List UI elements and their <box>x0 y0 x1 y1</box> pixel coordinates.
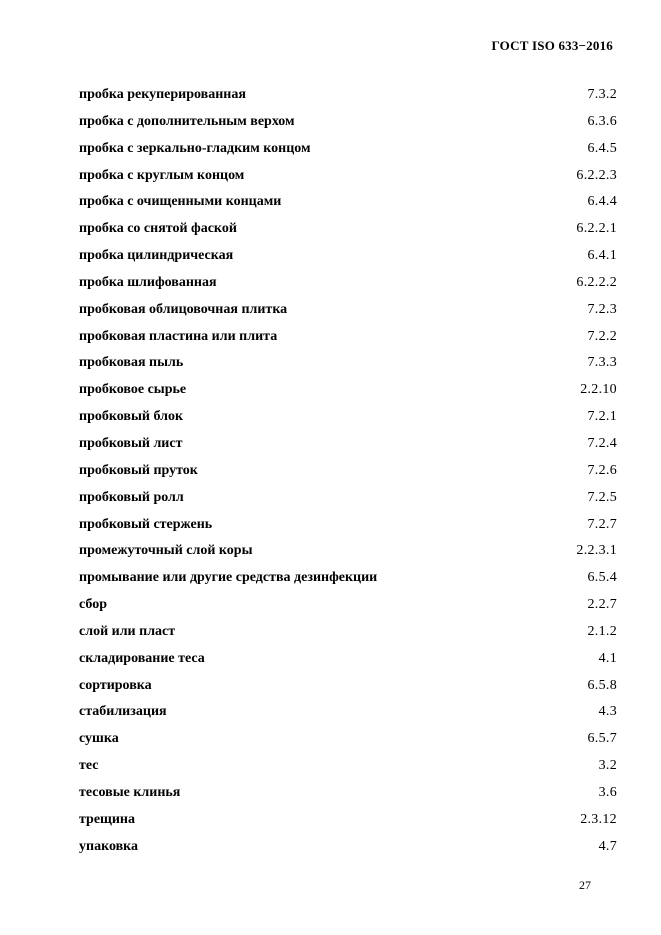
index-entry <box>79 726 617 753</box>
index-entry <box>79 592 617 619</box>
index-section-ref: 6.2.2.2 <box>576 274 617 290</box>
index-term: пробка со снятой фаской <box>79 221 237 237</box>
index-term: пробковая пластина или плита <box>79 328 278 344</box>
index-term: пробковый ролл <box>79 489 184 505</box>
index-section-ref: 2.2.3.1 <box>576 543 617 559</box>
index-term: упаковка <box>79 838 139 854</box>
index-term: пробковая пыль <box>79 355 184 371</box>
index-section-ref: 6.5.8 <box>587 677 617 693</box>
index-entry <box>79 753 617 780</box>
index-term: пробка с дополнительным верхом <box>79 113 295 129</box>
index-term: тесовые клинья <box>79 784 181 800</box>
index-entry <box>79 82 617 109</box>
index-entry <box>79 619 617 646</box>
index-term: пробковое сырье <box>79 382 187 398</box>
page-number: 27 <box>579 878 591 892</box>
index-entry <box>79 216 617 243</box>
index-term: сушка <box>79 731 119 747</box>
index-term: пробка с зеркально-гладким концом <box>79 140 311 156</box>
index-section-ref: 7.2.4 <box>587 435 617 451</box>
index-term: промывание или другие средства дезинфекции <box>79 570 378 586</box>
index-section-ref: 7.2.7 <box>587 516 617 532</box>
index-term: трещина <box>79 811 135 827</box>
index-section-ref: 2.3.12 <box>580 811 617 827</box>
index-entry <box>79 512 617 539</box>
index-section-ref: 6.2.2.1 <box>576 221 617 237</box>
index-section-ref: 4.7 <box>598 838 617 854</box>
index-term: пробковый блок <box>79 409 184 425</box>
index-section-ref: 7.2.2 <box>587 328 617 344</box>
index-term: пробка шлифованная <box>79 274 217 290</box>
index-section-ref: 7.2.5 <box>587 489 617 505</box>
index-term: пробковая облицовочная плитка <box>79 301 288 317</box>
document-header: ГОСТ ISO 633−2016 <box>491 38 613 53</box>
index-entry <box>79 189 617 216</box>
index-entry <box>79 646 617 673</box>
index-section-ref: 6.5.7 <box>587 731 617 747</box>
term-index-list <box>79 82 617 860</box>
index-term: стабилизация <box>79 704 167 720</box>
index-entry <box>79 673 617 700</box>
index-entry <box>79 431 617 458</box>
index-section-ref: 6.3.6 <box>587 113 617 129</box>
index-term: пробка рекуперированная <box>79 87 246 102</box>
index-term: пробка с круглым концом <box>79 167 245 183</box>
index-term: тес <box>79 758 99 774</box>
index-section-ref: 2.2.7 <box>587 597 617 613</box>
index-section-ref: 3.2 <box>598 758 617 774</box>
index-entry <box>79 350 617 377</box>
index-section-ref: 6.4.4 <box>587 194 617 210</box>
index-term: сбор <box>79 597 107 613</box>
index-entry <box>79 485 617 512</box>
index-section-ref: 6.5.4 <box>587 570 617 586</box>
index-entry <box>79 807 617 834</box>
index-entry <box>79 538 617 565</box>
index-entry <box>79 163 617 190</box>
index-entry <box>79 699 617 726</box>
index-section-ref: 7.3.2 <box>587 87 617 102</box>
index-entry <box>79 324 617 351</box>
index-term: пробковый лист <box>79 435 183 451</box>
index-entry <box>79 780 617 807</box>
index-term: пробка с очищенными концами <box>79 194 282 210</box>
index-term: пробковый стержень <box>79 516 213 532</box>
index-entry <box>79 297 617 324</box>
index-entry <box>79 270 617 297</box>
index-section-ref: 6.2.2.3 <box>576 167 617 183</box>
index-section-ref: 7.2.3 <box>587 301 617 317</box>
index-entry <box>79 565 617 592</box>
index-entry <box>79 458 617 485</box>
index-section-ref: 4.3 <box>598 704 617 720</box>
index-entry <box>79 404 617 431</box>
index-section-ref: 7.3.3 <box>587 355 617 371</box>
index-entry <box>79 243 617 270</box>
index-section-ref: 2.2.10 <box>580 382 617 398</box>
index-term: пробковый пруток <box>79 462 198 478</box>
index-entry <box>79 109 617 136</box>
index-section-ref: 6.4.1 <box>587 248 617 264</box>
index-entry <box>79 136 617 163</box>
index-term: сортировка <box>79 677 152 693</box>
index-section-ref: 7.2.6 <box>587 462 617 478</box>
index-section-ref: 6.4.5 <box>587 140 617 156</box>
index-term: пробка цилиндрическая <box>79 248 234 264</box>
index-section-ref: 3.6 <box>598 784 617 800</box>
index-section-ref: 7.2.1 <box>587 409 617 425</box>
index-term: промежуточный слой коры <box>79 543 253 559</box>
index-term: слой или пласт <box>79 623 176 639</box>
index-entry <box>79 377 617 404</box>
index-section-ref: 4.1 <box>598 650 617 666</box>
index-term: складирование теса <box>79 650 205 666</box>
index-entry <box>79 834 617 861</box>
index-section-ref: 2.1.2 <box>587 623 617 639</box>
